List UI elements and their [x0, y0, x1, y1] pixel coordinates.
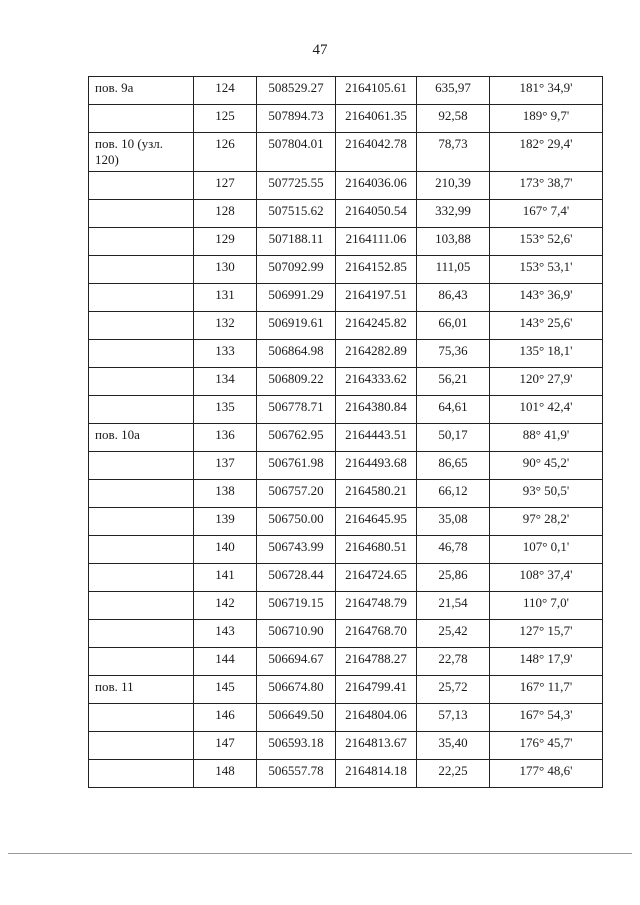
- length-cell: 111,05: [417, 256, 490, 284]
- y-coordinate-cell: 2164042.78: [336, 133, 417, 172]
- table-row: [89, 256, 603, 284]
- y-coordinate-cell: 2164036.06: [336, 172, 417, 200]
- point-name-cell: пов. 11: [89, 676, 194, 704]
- y-coordinate-cell: 2164804.06: [336, 704, 417, 732]
- point-number-cell: 147: [194, 732, 257, 760]
- y-coordinate-cell: 2164799.41: [336, 676, 417, 704]
- point-name-cell: [89, 452, 194, 480]
- point-name-cell: пов. 10 (узл. 120): [89, 133, 194, 172]
- table-row: [89, 105, 603, 133]
- length-cell: 22,25: [417, 760, 490, 788]
- length-cell: 75,36: [417, 340, 490, 368]
- direction-angle-cell: 143° 25,6': [490, 312, 603, 340]
- direction-angle-cell: 167° 54,3': [490, 704, 603, 732]
- table-row: [89, 424, 603, 452]
- table-row: [89, 228, 603, 256]
- length-cell: 92,58: [417, 105, 490, 133]
- bottom-divider: [8, 853, 632, 854]
- length-cell: 332,99: [417, 200, 490, 228]
- direction-angle-cell: 182° 29,4': [490, 133, 603, 172]
- direction-angle-cell: 181° 34,9': [490, 77, 603, 105]
- y-coordinate-cell: 2164493.68: [336, 452, 417, 480]
- table-row: [89, 480, 603, 508]
- y-coordinate-cell: 2164724.65: [336, 564, 417, 592]
- y-coordinate-cell: 2164380.84: [336, 396, 417, 424]
- y-coordinate-cell: 2164197.51: [336, 284, 417, 312]
- length-cell: 57,13: [417, 704, 490, 732]
- x-coordinate-cell: 506649.50: [257, 704, 336, 732]
- x-coordinate-cell: 506674.80: [257, 676, 336, 704]
- point-number-cell: 145: [194, 676, 257, 704]
- x-coordinate-cell: 506809.22: [257, 368, 336, 396]
- y-coordinate-cell: 2164788.27: [336, 648, 417, 676]
- table-row: [89, 732, 603, 760]
- point-number-cell: 136: [194, 424, 257, 452]
- x-coordinate-cell: 506557.78: [257, 760, 336, 788]
- point-name-cell: [89, 648, 194, 676]
- direction-angle-cell: 88° 41,9': [490, 424, 603, 452]
- table-row: [89, 284, 603, 312]
- direction-angle-cell: 167° 11,7': [490, 676, 603, 704]
- direction-angle-cell: 97° 28,2': [490, 508, 603, 536]
- y-coordinate-cell: 2164105.61: [336, 77, 417, 105]
- direction-angle-cell: 167° 7,4': [490, 200, 603, 228]
- table-row: [89, 676, 603, 704]
- direction-angle-cell: 135° 18,1': [490, 340, 603, 368]
- point-name-cell: [89, 760, 194, 788]
- direction-angle-cell: 176° 45,7': [490, 732, 603, 760]
- y-coordinate-cell: 2164680.51: [336, 536, 417, 564]
- y-coordinate-cell: 2164768.70: [336, 620, 417, 648]
- table-row: [89, 704, 603, 732]
- y-coordinate-cell: 2164814.18: [336, 760, 417, 788]
- y-coordinate-cell: 2164050.54: [336, 200, 417, 228]
- x-coordinate-cell: 506710.90: [257, 620, 336, 648]
- length-cell: 50,17: [417, 424, 490, 452]
- direction-angle-cell: 153° 53,1': [490, 256, 603, 284]
- y-coordinate-cell: 2164813.67: [336, 732, 417, 760]
- point-number-cell: 132: [194, 312, 257, 340]
- y-coordinate-cell: 2164748.79: [336, 592, 417, 620]
- direction-angle-cell: 173° 38,7': [490, 172, 603, 200]
- y-coordinate-cell: 2164333.62: [336, 368, 417, 396]
- point-number-cell: 141: [194, 564, 257, 592]
- point-number-cell: 146: [194, 704, 257, 732]
- table-row: [89, 77, 603, 105]
- page-number: 47: [312, 42, 328, 58]
- x-coordinate-cell: 507725.55: [257, 172, 336, 200]
- table-row: [89, 340, 603, 368]
- point-number-cell: 125: [194, 105, 257, 133]
- x-coordinate-cell: 507804.01: [257, 133, 336, 172]
- point-number-cell: 124: [194, 77, 257, 105]
- length-cell: 66,12: [417, 480, 490, 508]
- point-number-cell: 134: [194, 368, 257, 396]
- direction-angle-cell: 189° 9,7': [490, 105, 603, 133]
- table-row: [89, 312, 603, 340]
- point-name-cell: [89, 592, 194, 620]
- length-cell: 78,73: [417, 133, 490, 172]
- x-coordinate-cell: 506719.15: [257, 592, 336, 620]
- point-name-cell: [89, 312, 194, 340]
- direction-angle-cell: 127° 15,7': [490, 620, 603, 648]
- length-cell: 56,21: [417, 368, 490, 396]
- y-coordinate-cell: 2164061.35: [336, 105, 417, 133]
- point-number-cell: 129: [194, 228, 257, 256]
- point-name-cell: [89, 368, 194, 396]
- table-row: [89, 648, 603, 676]
- x-coordinate-cell: 506728.44: [257, 564, 336, 592]
- table-row: [89, 508, 603, 536]
- x-coordinate-cell: 507894.73: [257, 105, 336, 133]
- table-row: [89, 368, 603, 396]
- point-number-cell: 126: [194, 133, 257, 172]
- point-number-cell: 143: [194, 620, 257, 648]
- length-cell: 25,72: [417, 676, 490, 704]
- x-coordinate-cell: 506778.71: [257, 396, 336, 424]
- point-number-cell: 140: [194, 536, 257, 564]
- length-cell: 21,54: [417, 592, 490, 620]
- table-row: [89, 564, 603, 592]
- direction-angle-cell: 101° 42,4': [490, 396, 603, 424]
- x-coordinate-cell: 507188.11: [257, 228, 336, 256]
- direction-angle-cell: 90° 45,2': [490, 452, 603, 480]
- table-row: [89, 452, 603, 480]
- x-coordinate-cell: 506864.98: [257, 340, 336, 368]
- coordinates-table: [88, 76, 603, 788]
- y-coordinate-cell: 2164645.95: [336, 508, 417, 536]
- length-cell: 86,65: [417, 452, 490, 480]
- table-row: [89, 760, 603, 788]
- point-name-cell: [89, 396, 194, 424]
- length-cell: 64,61: [417, 396, 490, 424]
- point-name-cell: [89, 172, 194, 200]
- point-number-cell: 130: [194, 256, 257, 284]
- length-cell: 35,40: [417, 732, 490, 760]
- point-name-cell: пов. 9а: [89, 77, 194, 105]
- length-cell: 25,42: [417, 620, 490, 648]
- x-coordinate-cell: 506919.61: [257, 312, 336, 340]
- point-name-cell: [89, 284, 194, 312]
- x-coordinate-cell: 506761.98: [257, 452, 336, 480]
- length-cell: 35,08: [417, 508, 490, 536]
- point-number-cell: 127: [194, 172, 257, 200]
- direction-angle-cell: 143° 36,9': [490, 284, 603, 312]
- point-number-cell: 135: [194, 396, 257, 424]
- y-coordinate-cell: 2164443.51: [336, 424, 417, 452]
- table-row: [89, 536, 603, 564]
- point-number-cell: 144: [194, 648, 257, 676]
- table-row: [89, 172, 603, 200]
- point-number-cell: 142: [194, 592, 257, 620]
- x-coordinate-cell: 506762.95: [257, 424, 336, 452]
- length-cell: 635,97: [417, 77, 490, 105]
- table-row: [89, 592, 603, 620]
- direction-angle-cell: 110° 7,0': [490, 592, 603, 620]
- direction-angle-cell: 93° 50,5': [490, 480, 603, 508]
- y-coordinate-cell: 2164111.06: [336, 228, 417, 256]
- length-cell: 66,01: [417, 312, 490, 340]
- direction-angle-cell: 120° 27,9': [490, 368, 603, 396]
- x-coordinate-cell: 506750.00: [257, 508, 336, 536]
- point-name-cell: [89, 105, 194, 133]
- point-name-cell: [89, 340, 194, 368]
- length-cell: 210,39: [417, 172, 490, 200]
- point-number-cell: 148: [194, 760, 257, 788]
- point-name-cell: [89, 732, 194, 760]
- x-coordinate-cell: 507092.99: [257, 256, 336, 284]
- point-name-cell: [89, 564, 194, 592]
- point-number-cell: 138: [194, 480, 257, 508]
- point-number-cell: 131: [194, 284, 257, 312]
- direction-angle-cell: 108° 37,4': [490, 564, 603, 592]
- point-name-cell: [89, 228, 194, 256]
- x-coordinate-cell: 507515.62: [257, 200, 336, 228]
- point-number-cell: 133: [194, 340, 257, 368]
- length-cell: 22,78: [417, 648, 490, 676]
- table-row: [89, 133, 603, 172]
- direction-angle-cell: 177° 48,6': [490, 760, 603, 788]
- point-number-cell: 139: [194, 508, 257, 536]
- table-row: [89, 620, 603, 648]
- length-cell: 103,88: [417, 228, 490, 256]
- direction-angle-cell: 153° 52,6': [490, 228, 603, 256]
- point-name-cell: [89, 508, 194, 536]
- y-coordinate-cell: 2164580.21: [336, 480, 417, 508]
- point-number-cell: 128: [194, 200, 257, 228]
- x-coordinate-cell: 506991.29: [257, 284, 336, 312]
- y-coordinate-cell: 2164152.85: [336, 256, 417, 284]
- length-cell: 25,86: [417, 564, 490, 592]
- x-coordinate-cell: 506593.18: [257, 732, 336, 760]
- point-name-cell: [89, 536, 194, 564]
- point-name-cell: [89, 620, 194, 648]
- direction-angle-cell: 107° 0,1': [490, 536, 603, 564]
- table-row: [89, 396, 603, 424]
- x-coordinate-cell: 506743.99: [257, 536, 336, 564]
- x-coordinate-cell: 508529.27: [257, 77, 336, 105]
- y-coordinate-cell: 2164282.89: [336, 340, 417, 368]
- point-number-cell: 137: [194, 452, 257, 480]
- point-name-cell: [89, 200, 194, 228]
- point-name-cell: пов. 10а: [89, 424, 194, 452]
- length-cell: 86,43: [417, 284, 490, 312]
- x-coordinate-cell: 506757.20: [257, 480, 336, 508]
- point-name-cell: [89, 256, 194, 284]
- coordinates-table-body: [89, 77, 603, 788]
- y-coordinate-cell: 2164245.82: [336, 312, 417, 340]
- point-name-cell: [89, 480, 194, 508]
- length-cell: 46,78: [417, 536, 490, 564]
- x-coordinate-cell: 506694.67: [257, 648, 336, 676]
- direction-angle-cell: 148° 17,9': [490, 648, 603, 676]
- point-name-cell: [89, 704, 194, 732]
- table-row: [89, 200, 603, 228]
